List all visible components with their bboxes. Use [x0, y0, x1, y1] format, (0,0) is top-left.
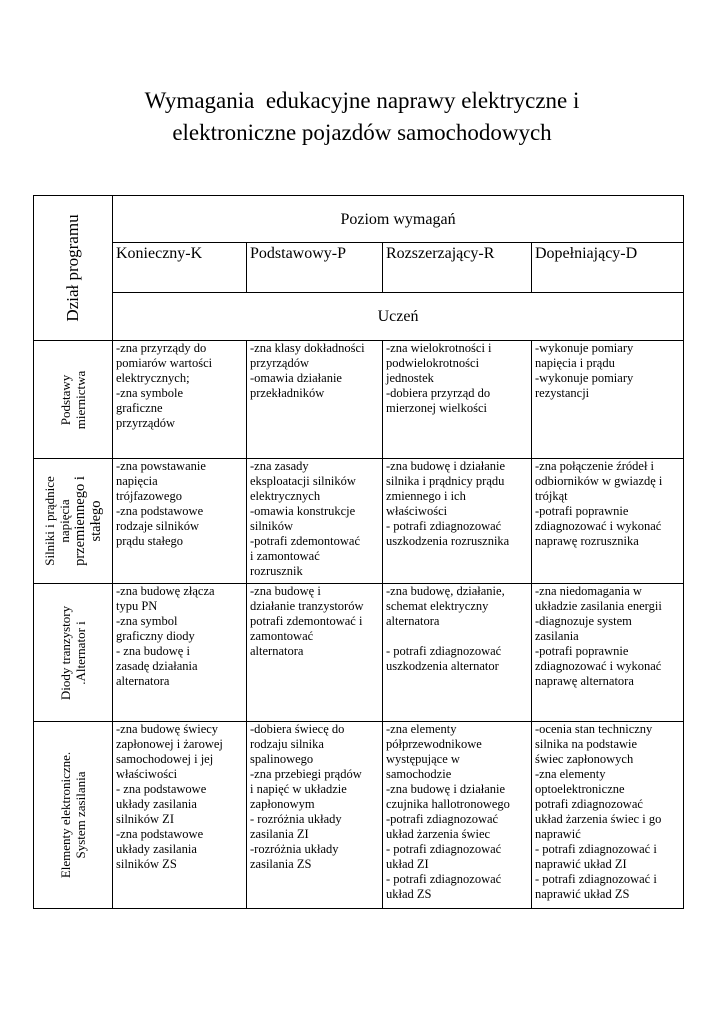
level-konieczny: Konieczny-K [113, 243, 247, 293]
cell-line: - potrafi zdiagnozować i [535, 872, 657, 886]
cell-line: rodzaju silnika [250, 737, 324, 751]
cell-line: zamontować [250, 629, 314, 643]
cell-line: uszkodzenia alternator [386, 659, 499, 673]
cell-line: naprawę rozrusznika [535, 534, 639, 548]
section-line: Podstawy [58, 374, 73, 425]
cell-line: silnika na podstawie [535, 737, 638, 751]
cell-line: prądu stałego [116, 534, 183, 548]
cell-line: - potrafi zdiagnozować [386, 644, 502, 658]
document-title [0, 85, 724, 149]
cell-line: spalinowego [250, 752, 314, 766]
dzial-programu-label: Dział programu [63, 214, 82, 322]
cell-p [247, 459, 383, 584]
cell-line: -zna budowę i [250, 584, 321, 598]
cell-p [247, 584, 383, 722]
uczen-label: Uczeń [113, 293, 684, 341]
cell-line: -zna symbole [116, 386, 183, 400]
section-silniki-pradnice [34, 459, 113, 584]
section-elementy-elektroniczne [34, 722, 113, 909]
cell-line: naprawę alternatora [535, 674, 634, 688]
cell-line: układy zasilania [116, 842, 197, 856]
section-line: .Alternator i [73, 620, 88, 685]
cell-line: zapłonowej i żarowej [116, 737, 223, 751]
level-rozszerzajacy: Rozszerzający-R [383, 243, 532, 293]
cell-line: i zamontować [250, 549, 320, 563]
cell-r [383, 341, 532, 459]
cell-line: silników [250, 519, 294, 533]
cell-line: zdiagnozować i wykonać [535, 659, 662, 673]
cell-k [113, 722, 247, 909]
cell-line: -potrafi poprawnie [535, 504, 629, 518]
table-row [34, 341, 684, 459]
cell-line: zasilania ZI [250, 827, 309, 841]
cell-line: czujnika hallotronowego [386, 797, 510, 811]
section-line: Elementy elektroniczne. [58, 751, 73, 879]
cell-line: -potrafi zdiagnozować [386, 812, 499, 826]
cell-line: uszkodzenia rozrusznika [386, 534, 510, 548]
cell-line [386, 629, 528, 644]
cell-line: silników ZI [116, 812, 174, 826]
cell-line: naprawić [535, 827, 581, 841]
cell-line: -wykonuje pomiary [535, 341, 634, 355]
cell-line: rozrusznik [250, 564, 303, 578]
cell-p [247, 341, 383, 459]
cell-line: -dobiera świecę do [250, 722, 345, 736]
level-dopelniajacy: Dopełniający-D [532, 243, 684, 293]
cell-line: potrafi zdiagnozować [535, 797, 643, 811]
cell-line: -zna zasady [250, 459, 309, 473]
cell-line: -potrafi zdemontować [250, 534, 361, 548]
cell-line: eksploatacji silników [250, 474, 356, 488]
section-line: stałego [88, 500, 104, 542]
cell-line: świec zapłonowych [535, 752, 634, 766]
cell-line: elektrycznych [250, 489, 321, 503]
cell-line: -zna budowę i działanie [386, 459, 506, 473]
cell-line: zdiagnozować i wykonać [535, 519, 662, 533]
section-line: przemiennego i [72, 476, 88, 566]
cell-line: rodzaje silników [116, 519, 199, 533]
cell-line: -zna podstawowe [116, 504, 204, 518]
cell-r [383, 459, 532, 584]
cell-line: układ ZS [386, 887, 432, 901]
cell-line: zasadę działania [116, 659, 198, 673]
cell-line: podwielokrotności [386, 356, 480, 370]
poziom-wymagan-label: Poziom wymagań [113, 196, 684, 243]
cell-k [113, 459, 247, 584]
cell-line: układ żarzenia świec i go [535, 812, 662, 826]
cell-line: trójkąt [535, 489, 568, 503]
cell-line: półprzewodnikowe [386, 737, 482, 751]
cell-line: -dobiera przyrząd do [386, 386, 491, 400]
cell-line: potrafi zdemontować i [250, 614, 363, 628]
cell-k [113, 584, 247, 722]
section-line: Silniki i prądnice [42, 476, 57, 566]
cell-line: rezystancji [535, 386, 590, 400]
cell-line: samochodzie [386, 767, 452, 781]
cell-line: właściwości [116, 767, 178, 781]
uczen-row [34, 293, 684, 341]
cell-line: układy zasilania [116, 797, 197, 811]
cell-line: napięcia i prądu [535, 356, 615, 370]
title-line-2: elektroniczne pojazdów samochodowych [172, 120, 552, 145]
cell-line: -zna elementy [386, 722, 457, 736]
cell-line: -zna podstawowe [116, 827, 204, 841]
cell-line: napięcia [116, 474, 158, 488]
section-podstawy-miernictwa [34, 341, 113, 459]
cell-line: - potrafi zdiagnozować i [535, 842, 657, 856]
cell-line: odbiorników w gwiazdę i [535, 474, 663, 488]
cell-line: pomiarów wartości [116, 356, 213, 370]
cell-line: przekładników [250, 386, 325, 400]
cell-d [532, 459, 684, 584]
cell-line: -zna budowę i działanie [386, 782, 506, 796]
section-line: System zasilania [73, 771, 88, 859]
cell-line: alternatora [116, 674, 170, 688]
cell-line: schemat elektryczny [386, 599, 489, 613]
cell-line: -zna połączenie źródeł i [535, 459, 655, 473]
cell-k [113, 341, 247, 459]
section-line: napięcia [57, 499, 72, 543]
cell-line: -zna budowę świecy [116, 722, 219, 736]
header-row-level [34, 196, 684, 243]
cell-line: mierzonej wielkości [386, 401, 488, 415]
table-row [34, 722, 684, 909]
cell-line: układ żarzenia świec [386, 827, 491, 841]
cell-line: naprawić układ ZI [535, 857, 627, 871]
cell-line: - potrafi zdiagnozować [386, 519, 502, 533]
title-line-1: Wymagania edukacyjne naprawy elektryczne i [144, 88, 580, 113]
cell-line: -zna przyrządy do [116, 341, 207, 355]
levels-row [34, 243, 684, 293]
cell-line: -rozróżnia układy [250, 842, 339, 856]
cell-line: właściwości [386, 504, 448, 518]
requirements-table [33, 195, 684, 909]
cell-line: - zna podstawowe [116, 782, 207, 796]
cell-line: naprawić układ ZS [535, 887, 630, 901]
cell-line: -ocenia stan techniczny [535, 722, 653, 736]
cell-line: -zna budowę złącza [116, 584, 215, 598]
cell-line: alternatora [386, 614, 440, 628]
cell-line: układzie zasilania energii [535, 599, 662, 613]
section-line: miernictwa [73, 370, 88, 429]
dzial-header-cell [34, 196, 113, 341]
cell-line: występujące w [386, 752, 460, 766]
cell-line: -zna klasy dokładności [250, 341, 365, 355]
cell-line: graficzny diody [116, 629, 195, 643]
cell-line: samochodowej i jej [116, 752, 214, 766]
cell-line: -zna budowę, działanie, [386, 584, 505, 598]
cell-d [532, 722, 684, 909]
table-row [34, 459, 684, 584]
cell-line: - zna budowę i [116, 644, 190, 658]
cell-line: -wykonuje pomiary [535, 371, 634, 385]
cell-line: silników ZS [116, 857, 177, 871]
section-diody-alternator [34, 584, 113, 722]
cell-line: zasilania ZS [250, 857, 312, 871]
cell-line: przyrządów [116, 416, 175, 430]
cell-r [383, 584, 532, 722]
cell-line: układ ZI [386, 857, 429, 871]
cell-line: -zna powstawanie [116, 459, 206, 473]
cell-line: jednostek [386, 371, 434, 385]
cell-line: optoelektroniczne [535, 782, 625, 796]
section-line: Diody tranzystory [58, 605, 73, 700]
cell-p [247, 722, 383, 909]
cell-line: zapłonowym [250, 797, 315, 811]
cell-line: -diagnozuje system [535, 614, 632, 628]
cell-line: -omawia działanie [250, 371, 342, 385]
cell-line: -zna przebiegi prądów [250, 767, 362, 781]
cell-line: - potrafi zdiagnozować [386, 872, 502, 886]
cell-line: -zna niedomagania w [535, 584, 642, 598]
cell-d [532, 341, 684, 459]
cell-line: działanie tranzystorów [250, 599, 364, 613]
cell-line: silnika i prądnicy prądu [386, 474, 505, 488]
level-podstawowy: Podstawowy-P [247, 243, 383, 293]
cell-line: i napięć w układzie [250, 782, 347, 796]
cell-line: graficzne [116, 401, 163, 415]
cell-line: - rozróżnia układy [250, 812, 342, 826]
cell-line: trójfazowego [116, 489, 182, 503]
cell-line: - potrafi zdiagnozować [386, 842, 502, 856]
cell-line: -omawia konstrukcje [250, 504, 356, 518]
cell-line: alternatora [250, 644, 304, 658]
cell-line: zasilania [535, 629, 579, 643]
cell-d [532, 584, 684, 722]
cell-line: -zna elementy [535, 767, 606, 781]
table-row [34, 584, 684, 722]
cell-line: typu PN [116, 599, 158, 613]
cell-line: przyrządów [250, 356, 309, 370]
cell-line: zmiennego i ich [386, 489, 466, 503]
cell-r [383, 722, 532, 909]
cell-line: -potrafi poprawnie [535, 644, 629, 658]
cell-line: -zna symbol [116, 614, 178, 628]
cell-line: elektrycznych; [116, 371, 190, 385]
cell-line: -zna wielokrotności i [386, 341, 492, 355]
